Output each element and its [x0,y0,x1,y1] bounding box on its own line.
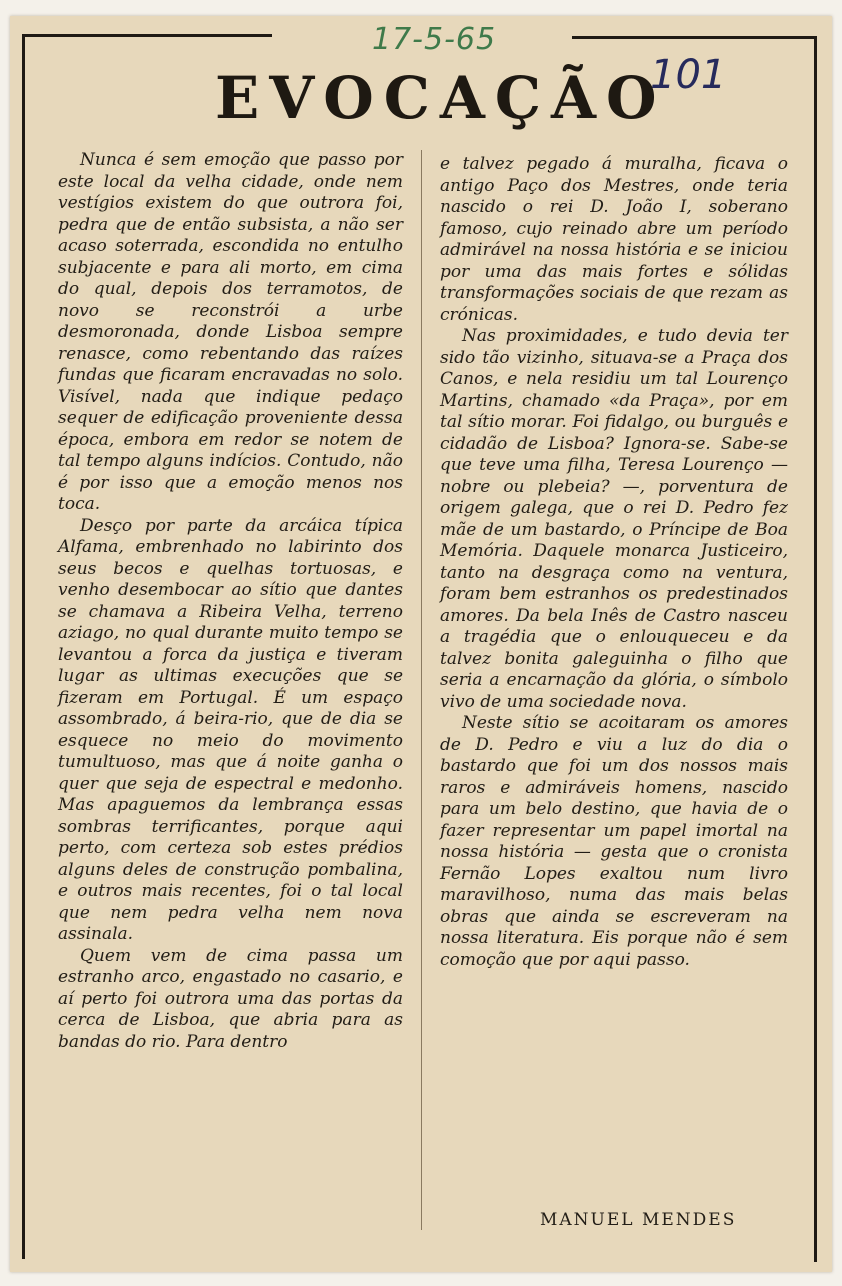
article-paragraph: Desço por parte da arcáica típica Alfama, embrenhado no labirinto dos seus becos e quelhas tortuosas, e venho desembocar ao sítio que dantes se chamava a Ribeira Velha, terreno aziago, no qual durante muito tempo se levantou a forca da justiça e tiveram lugar as ultimas execuções que se fizeram em Portugal. É um espaço assombrado, á beira-rio, que de dia se esquece no meio do movimento tumultuoso, mas que á noite ganha o quer que seja de espectral e medonho. Mas apaguemos da lembrança essas sombras terrificantes, porque aqui perto, com certeza sob estes prédios alguns deles de construção pombalina, e outros mais recentes, foi o tal local que nem pedra velha nem nova assinala. [58,515,403,944]
top-rule-right [572,36,817,39]
handwritten-number: 101 [650,52,727,98]
article-column-right [440,154,788,971]
article-column-left [58,150,403,1053]
article-paragraph: Nas proximidades, e tudo devia ter sido tão vizinho, situava-se a Praça dos Canos, e nela residiu um tal Lourenço Martins, chamado «da Praça», por em tal sítio morar. Foi fidalgo, ou burguês e cidadão de Lisboa? Ignora-se. Sabe-se que teve uma filha, Teresa Lourenço — nobre ou plebeia? —, porventura de origem galega, que o rei D. Pedro fez mãe de um bastardo, o Príncipe de Boa Memória. Daquele monarca Justiceiro, tanto na desgraça como na ventura, foram bem estranhos os predestinados amores. Da bela Inês de Castro nasceu a tragédia que o enlouqueceu e da talvez bonita galeguinha o filho que seria a encarnação da glória, o símbolo vivo de uma sociedade nova. [440,326,788,712]
column-divider [421,150,422,1230]
top-rule-left [22,34,272,37]
article-paragraph: e talvez pegado á muralha, ficava o antigo Paço dos Mestres, onde teria nascido o rei D. João I, soberano famoso, cujo reinado abre um período admirável na nossa história e se iniciou por uma das mais fortes e sólidas transformações sociais de que rezam as crónicas. [440,154,788,325]
article-paragraph: Nunca é sem emoção que passo por este local da velha cidade, onde nem vestígios existem do que outrora foi, pedra que de então subsista, a não ser acaso soterrada, escondida no entulho subjacente e para ali morto, em cima do qual, depois dos terramotos, de novo se reconstrói a urbe desmoronada, donde Lisboa sempre renasce, como rebentando das raízes fundas que ficaram encravadas no solo. Visível, nada que indique pedaço sequer de edificação proveniente dessa época, embora em redor se notem de tal tempo alguns indícios. Contudo, não é por isso que a emoção menos nos toca. [58,150,403,514]
handwritten-date: 17-5-65 [372,22,497,57]
article-byline: MANUEL MENDES [540,1210,737,1230]
right-border-rule [814,36,817,1262]
left-border-rule [22,34,25,1259]
article-title: EVOCAÇÃO [215,64,667,132]
article-paragraph: Neste sítio se acoitaram os amores de D. Pedro e viu a luz do dia o bastardo que foi um dos nossos mais raros e admiráveis homens, nascido para um belo destino, que havia de o fazer representar um papel imortal na nossa história — gesta que o cronista Fernão Lopes exaltou num livro maravilhoso, numa das mais belas obras que ainda se escreveram na nossa literatura. Eis porque não é sem comoção que por aqui passo. [440,713,788,970]
article-paragraph: Quem vem de cima passa um estranho arco, engastado no casario, e aí perto foi outrora uma das portas da cerca de Lisboa, que abria para as bandas do rio. Para dentro [58,945,403,1052]
